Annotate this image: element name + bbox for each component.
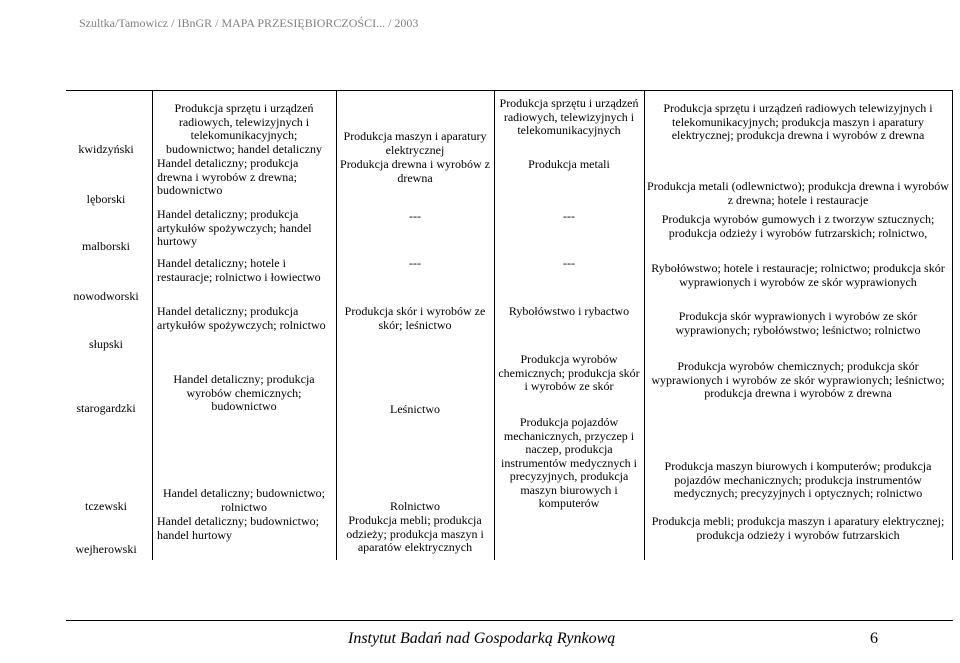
table-cell: Produkcja sprzętu i urządzeń radiowych telewizyjnych i telekomunikacyjnych; produkcja maszyn i aparatury elektrycznej; produkcja drewna i wyrobów z drewna xyxy=(663,101,933,142)
table-cell: --- xyxy=(409,209,421,223)
table-cell: --- xyxy=(409,256,421,270)
table-cell: Produkcja drewna i wyrobów z drewna xyxy=(340,157,490,185)
table-cell: Produkcja maszyn i aparatury elektrycznej xyxy=(343,129,487,157)
table-cell: Produkcja maszyn biurowych i komputerów; produkcja pojazdów mechanicznych; produkcja instrumentów medycznych; precyzyjnych i optycznych; rolnictwo xyxy=(664,459,932,500)
table-cell: Rybołówstwo; hotele i restauracje; rolnictwo; produkcja skór wyprawionych i wyrobów ze skór wyprawionych xyxy=(651,261,945,289)
table-cell: Produkcja mebli; produkcja maszyn i aparatury elektrycznej; produkcja odzieży i wyrobów futrzarskich xyxy=(651,514,945,542)
column-divider xyxy=(152,90,153,560)
region-label: słupski xyxy=(88,337,123,351)
column-divider xyxy=(336,90,337,560)
page-header: Szultka/Tamowicz / IBnGR / MAPA PRZESIĘBIORCZOŚCI... / 2003 xyxy=(79,16,419,30)
table-cell: Produkcja mebli; produkcja odzieży; produkcja maszyn i aparatów elektrycznych xyxy=(346,513,484,554)
column-divider xyxy=(644,90,645,560)
table-cell: Handel detaliczny; budownictwo; handel hurtowy xyxy=(157,514,319,542)
table-cell: Produkcja metali (odlewnictwo); produkcja drewna i wyrobów z drewna; hotele i restauracje xyxy=(647,179,949,207)
footer-institute: Instytut Badań nad Gospodarką Rynkową xyxy=(348,630,616,647)
region-label: malborski xyxy=(82,239,130,253)
region-label: lęborski xyxy=(86,192,126,206)
table-cell: Handel detaliczny; hotele i restauracje; rolnictwo i łowiectwo xyxy=(157,256,321,284)
region-label: kwidzyński xyxy=(78,142,134,156)
table-cell: Produkcja wyrobów gumowych i z tworzyw sztucznych; produkcja odzieży i wyrobów futrzarskich; rolnictwo, xyxy=(661,212,935,240)
region-label: starogardzki xyxy=(76,401,136,415)
table-cell: --- xyxy=(563,209,575,223)
table-cell: Produkcja wyrobów chemicznych; produkcja skór wyprawionych i wyrobów ze skór wyprawionych; leśnictwo; produkcja drewna i wyrobów z drewna xyxy=(651,359,945,400)
table-cell: --- xyxy=(563,256,575,270)
footer-rule xyxy=(66,620,953,621)
table-cell: Leśnictwo xyxy=(390,402,440,416)
table-cell: Handel detaliczny; produkcja artykułów spożywczych; rolnictwo xyxy=(157,304,326,332)
table-cell: Handel detaliczny; produkcja artykułów spożywczych; handel hurtowy xyxy=(157,207,312,248)
table-cell: Produkcja pojazdów mechanicznych, przyczep i naczep, produkcja instrumentów medycznych i precyzyjnych, produkcja maszyn biurowych i komputerów xyxy=(501,415,637,510)
table-cell: Handel detaliczny; produkcja drewna i wyrobów z drewna; budownictwo xyxy=(157,156,299,197)
table-cell: Rybołówstwo i rybactwo xyxy=(508,304,630,318)
column-divider xyxy=(494,90,495,560)
table-cell: Rolnictwo xyxy=(390,499,440,513)
table-cell: Handel detaliczny; produkcja wyrobów chemicznych; budownictwo xyxy=(173,372,315,413)
page-number: 6 xyxy=(870,630,878,647)
region-label: tczewski xyxy=(85,499,127,513)
table-cell: Produkcja sprzętu i urządzeń radiowych, telewizyjnych i telekomunikacyjnych xyxy=(499,96,639,137)
column-divider xyxy=(952,90,953,560)
table-cell: Produkcja skór wyprawionych i wyrobów ze skór wyprawionych; rybołówstwo; leśnictwo; rolnictwo xyxy=(675,309,921,337)
region-label: wejherowski xyxy=(75,542,137,556)
table-cell: Produkcja skór i wyrobów ze skór; leśnictwo xyxy=(344,304,486,332)
table-cell: Handel detaliczny; budownictwo; rolnictwo xyxy=(163,486,325,514)
table-cell: Produkcja wyrobów chemicznych; produkcja skór i wyrobów ze skór xyxy=(498,352,640,393)
region-label: nowodworski xyxy=(73,289,139,303)
table-cell: Produkcja metali xyxy=(528,157,610,171)
table-cell: Produkcja sprzętu i urządzeń radiowych, telewizyjnych i telekomunikacyjnych; budownictwo; handel detaliczny xyxy=(166,101,322,156)
